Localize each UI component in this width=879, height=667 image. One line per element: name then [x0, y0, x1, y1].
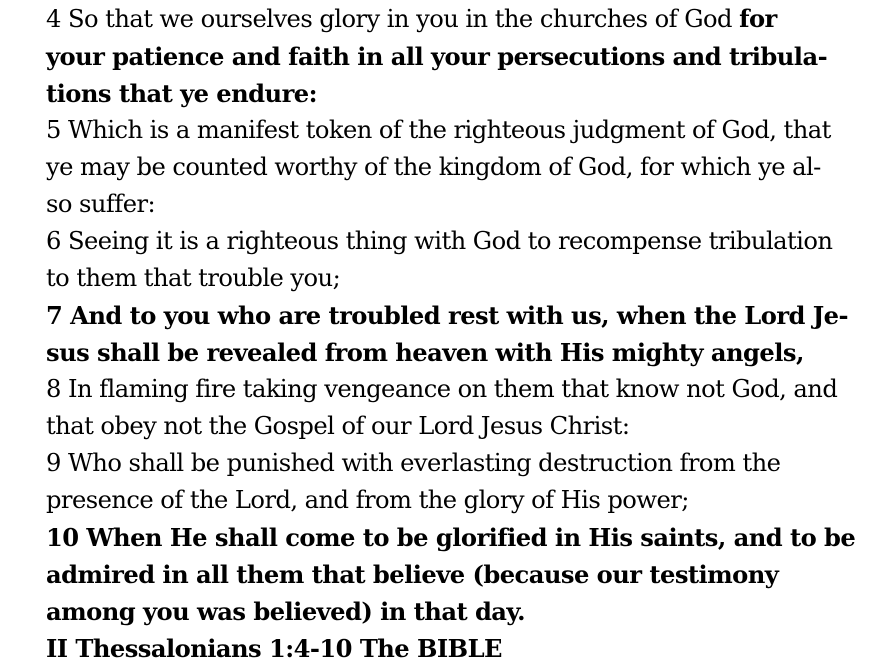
bold-text-run: your patience and faith in all your persecutions and tribula- [46, 42, 828, 71]
bold-text-run: for [739, 4, 777, 33]
bold-text-run: 10 When He shall come to be glorified in His saints, and to be [46, 523, 856, 552]
citation: II Thessalonians 1:4-10 The BIBLE [46, 634, 502, 663]
text-run: presence of the Lord, and from the glory of His power; [46, 486, 689, 514]
bold-text-run: sus shall be revealed from heaven with His mighty angels, [46, 338, 804, 367]
text-run: 4 So that we ourselves glory in you in the churches of God [46, 5, 740, 33]
passage-line [46, 519, 866, 556]
passage-line [46, 482, 866, 519]
bold-text-run: admired in all them that believe (because our testimony [46, 560, 779, 589]
passage-line [46, 260, 866, 297]
text-run: 5 Which is a manifest token of the righteous judgment of God, that [46, 116, 831, 144]
text-run: 9 Who shall be punished with everlasting destruction from the [46, 449, 781, 477]
bold-text-run: 7 And to you who are troubled rest with us, when the Lord Je- [46, 301, 848, 330]
passage-line [46, 408, 866, 445]
text-run: 8 In flaming fire taking vengeance on them that know not God, and [46, 375, 838, 403]
bold-text-run: tions that ye endure: [46, 79, 317, 108]
passage-lines [46, 0, 866, 630]
passage-line [46, 112, 866, 149]
scripture-passage [46, 0, 866, 667]
text-run: 6 Seeing it is a righteous thing with God to recompense tribulation [46, 227, 833, 255]
passage-line [46, 334, 866, 371]
passage-line [46, 297, 866, 334]
passage-line [46, 38, 866, 75]
text-run: ye may be counted worthy of the kingdom of God, for which ye al- [46, 153, 821, 181]
bold-text-run: among you was believed) in that day. [46, 597, 526, 626]
passage-line [46, 0, 866, 38]
passage-line [46, 223, 866, 260]
text-run: that obey not the Gospel of our Lord Jesus Christ: [46, 412, 630, 440]
text-run: to them that trouble you; [46, 264, 341, 292]
passage-line [46, 75, 866, 112]
passage-line [46, 593, 866, 630]
passage-line [46, 445, 866, 482]
text-run: so suffer: [46, 190, 156, 218]
passage-line [46, 556, 866, 593]
passage-line [46, 149, 866, 186]
passage-line [46, 186, 866, 223]
passage-line [46, 371, 866, 408]
